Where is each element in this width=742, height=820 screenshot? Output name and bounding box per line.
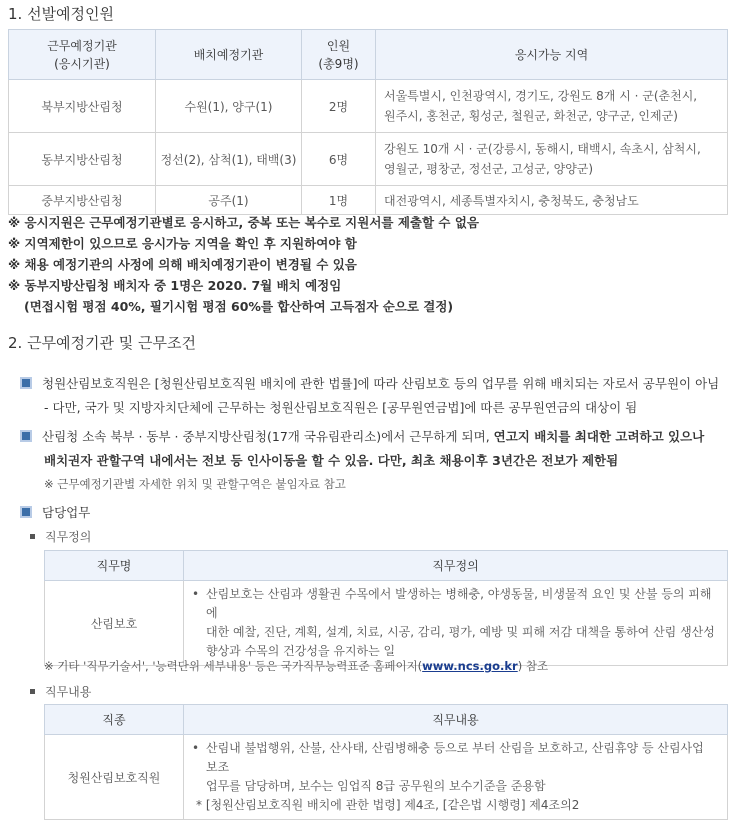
table-row (9, 186, 728, 215)
cell-duty-content: • 산림내 불법행위, 산불, 산사태, 산림병해충 등으로 부터 산림을 보호하고, 산림휴양 등 산림사업 보조 업무를 담당하며, 보수는 임업직 8급 공무원의 보수기준을 준용함 * [청원산림보호직원 배치에 관한 법령] 제4조, [같은법 시행령] 제4조의2 (184, 735, 728, 820)
note-item: ※ 응시지원은 근무예정기관별로 응시하고, 중복 또는 복수로 지원서를 제출할 수 없음 (8, 215, 479, 230)
cell-placement: 수원(1), 양구(1) (156, 80, 302, 133)
duty-content-label: 직무내용 (30, 683, 91, 700)
ncs-link[interactable]: www.ncs.go.kr (422, 659, 518, 673)
bullet-item: 산림청 소속 북부 · 동부 · 중부지방산림청(17개 국유림관리소)에서 근무하게 되며, 연고지 배치를 최대한 고려하고 있으나 (20, 426, 704, 447)
square-bullet-icon (20, 377, 32, 389)
header-region: 응시가능 지역 (376, 30, 728, 80)
bullet-continuation: - 다만, 국가 및 지방자치단체에 근무하는 청원산림보호직원은 [공무원연금법]에 따른 공무원연금의 대상이 됨 (44, 400, 638, 415)
note-item: ※ 채용 예정기관의 사정에 의해 배치예정기관이 변경될 수 있음 (8, 257, 357, 272)
cell-placement: 공주(1) (156, 186, 302, 215)
dot-bullet-icon (30, 534, 35, 539)
cell-region: 강원도 10개 시 · 군(강릉시, 동해시, 태백시, 속초시, 삼척시, 영월군, 평창군, 정선군, 고성군, 양양군) (376, 133, 728, 186)
section1-title: 1. 선발예정인원 (8, 5, 115, 23)
table-row (9, 133, 728, 186)
cell-placement: 정선(2), 삼척(1), 태백(3) (156, 133, 302, 186)
bullet-item: 청원산림보호직원은 [청원산림보호직원 배치에 관한 법률]에 따라 산림보호 등의 업무를 위해 배치되는 자로서 공무원이 아님 (20, 373, 719, 394)
cell-count: 1명 (302, 186, 376, 215)
table-row (45, 581, 728, 666)
ncs-note: ※ 기타 '직무기술서', '능력단위 세부내용' 등은 국가직무능력표준 홈페이지(www.ncs.go.kr) 참조 (44, 659, 549, 673)
duty-def-label: 직무정의 (30, 528, 91, 545)
duty-definition-table (44, 550, 728, 666)
bullet-item: 담당업무 (20, 502, 90, 523)
cell-agency: 북부지방산림청 (9, 80, 156, 133)
square-bullet-icon (20, 430, 32, 442)
header-duty-name: 직무명 (45, 551, 184, 581)
bullet-continuation: 배치권자 관할구역 내에서는 전보 등 인사이동을 할 수 있음. 다만, 최초 채용이후 3년간은 전보가 제한됨 (44, 453, 619, 468)
square-bullet-icon (20, 506, 32, 518)
note-item: ※ 지역제한이 있으므로 응시가능 지역을 확인 후 지원하여야 함 (8, 236, 357, 251)
header-agency: 근무예정기관 (응시기관) (9, 30, 156, 80)
table-row (45, 735, 728, 820)
header-count: 인원 (총9명) (302, 30, 376, 80)
cell-duty-name: 산림보호 (45, 581, 184, 666)
header-placement: 배치예정기관 (156, 30, 302, 80)
cell-duty-type: 청원산림보호직원 (45, 735, 184, 820)
cell-region: 대전광역시, 세종특별자치시, 충청북도, 충청남도 (376, 186, 728, 215)
note-item: (면접시험 평점 40%, 필기시험 평점 60%를 합산하여 고득점자 순으로 결정) (24, 299, 454, 314)
cell-region: 서울특별시, 인천광역시, 경기도, 강원도 8개 시 · 군(춘천시, 원주시, 홍천군, 횡성군, 철원군, 화천군, 양구군, 인제군) (376, 80, 728, 133)
note-item: ※ 동부지방산림청 배치자 중 1명은 2020. 7월 배치 예정임 (8, 278, 342, 293)
cell-count: 2명 (302, 80, 376, 133)
header-duty-type: 직종 (45, 705, 184, 735)
dot-bullet-icon (30, 689, 35, 694)
notes-block (8, 212, 479, 317)
cell-duty-def: • 산림보호는 산림과 생활권 수목에서 발생하는 병해충, 야생동물, 비생물적 요인 및 산불 등의 피해에 대한 예찰, 진단, 계획, 설계, 치료, 시공, 감리, 평가, 예방 및 피해 저감 대책을 통하여 산림 생산성 향상과 수목의 건강성을 유지하는 일 (184, 581, 728, 666)
duty-content-table (44, 704, 728, 820)
cell-agency: 중부지방산림청 (9, 186, 156, 215)
recruitment-table (8, 29, 728, 215)
header-duty-content: 직무내용 (184, 705, 728, 735)
cell-agency: 동부지방산림청 (9, 133, 156, 186)
bullet-note: ※ 근무예정기관별 자세한 위치 및 관할구역은 붙임자료 참고 (44, 477, 346, 491)
header-duty-def: 직무정의 (184, 551, 728, 581)
section2-title: 2. 근무예정기관 및 근무조건 (8, 334, 197, 352)
table-row (9, 80, 728, 133)
cell-count: 6명 (302, 133, 376, 186)
